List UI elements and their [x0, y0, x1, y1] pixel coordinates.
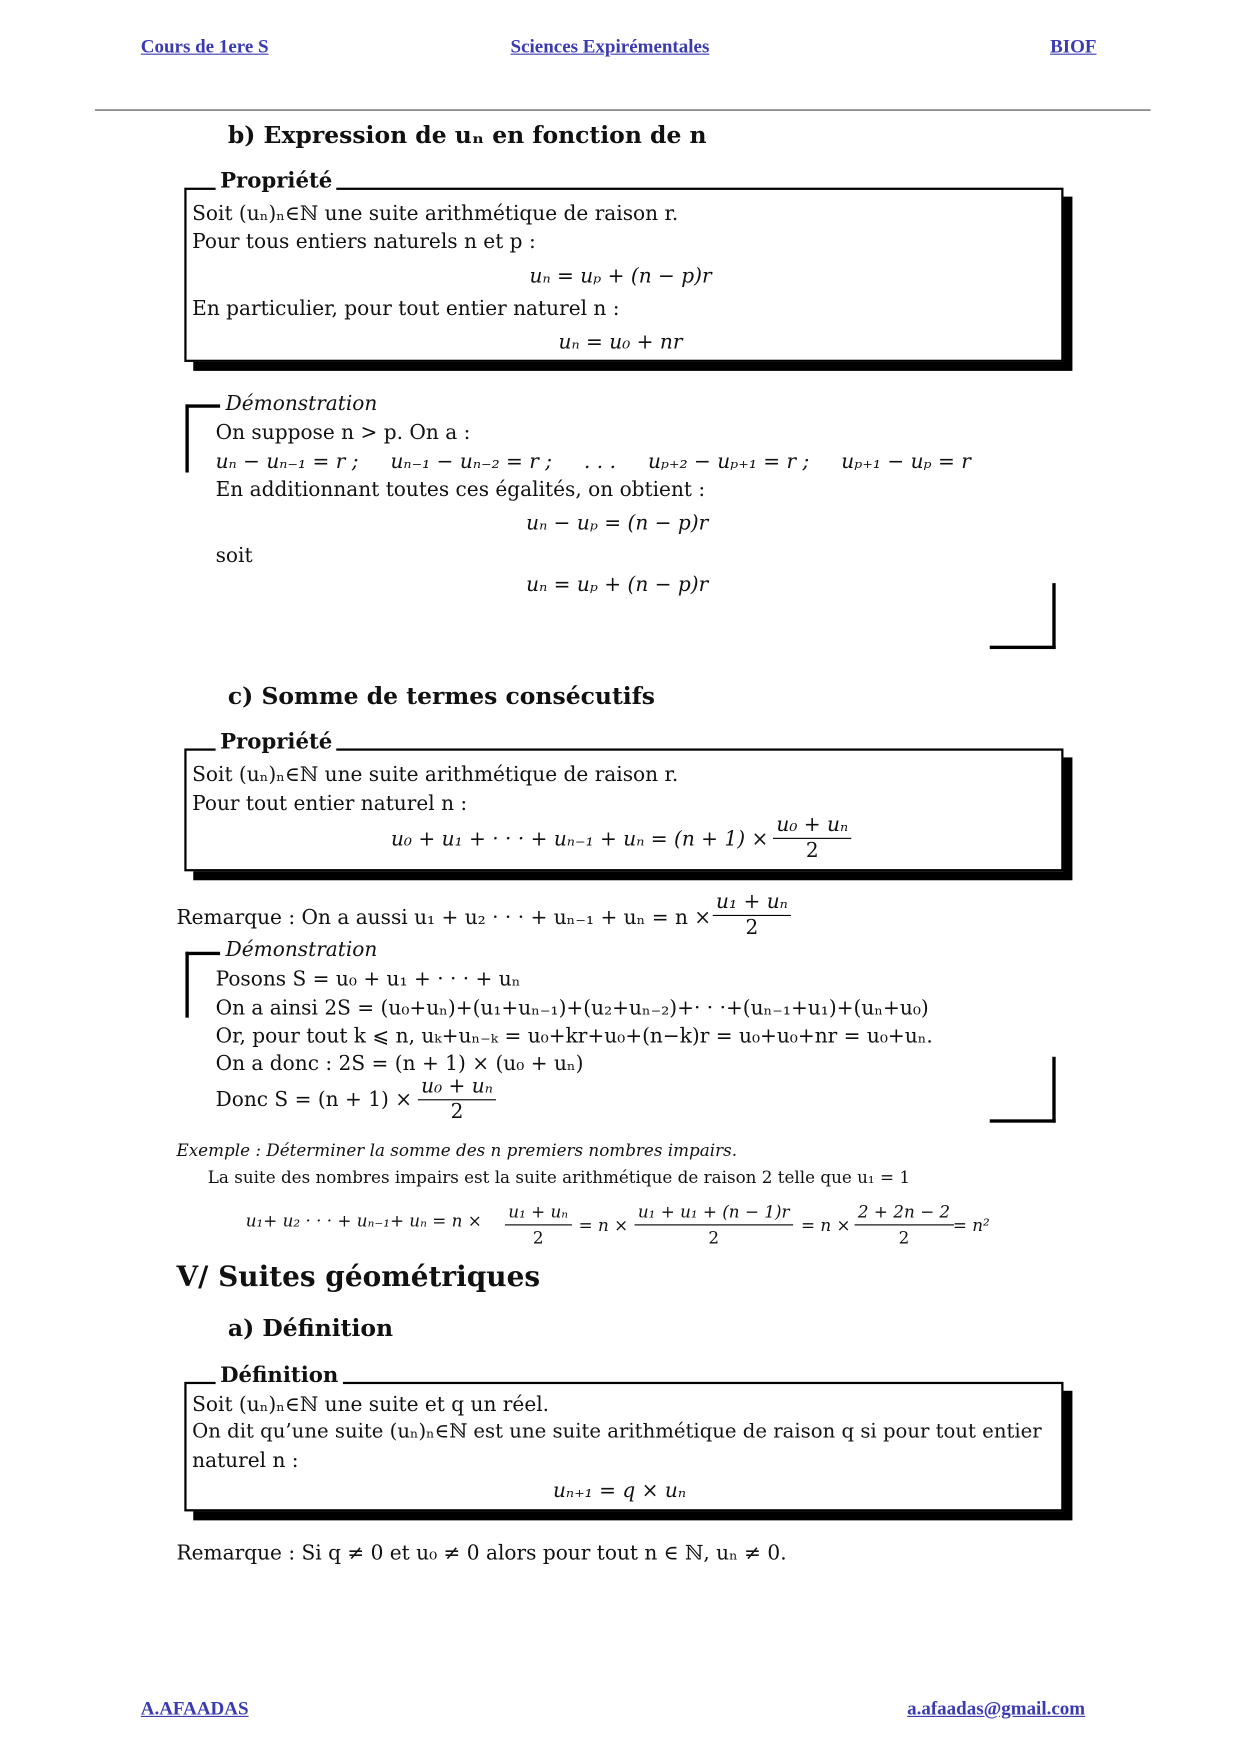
text-line: naturel n : — [192, 1448, 299, 1473]
text-line: Soit (uₙ)ₙ∈ℕ une suite et q un réel. — [192, 1393, 550, 1417]
example-title: Exemple : Déterminer la somme des n premiers nombres impairs. — [176, 1140, 738, 1161]
demo-bracket-close — [990, 583, 1056, 649]
fraction — [855, 1200, 954, 1250]
fraction — [635, 1200, 793, 1250]
fraction — [713, 890, 791, 940]
header-course-link[interactable]: Cours de 1ere S — [140, 35, 269, 57]
denominator: 2 — [532, 1227, 544, 1248]
demo-label: Démonstration — [225, 938, 378, 962]
text-line: Posons S = u₀ + u₁ + · · · + uₙ — [215, 967, 521, 991]
property-label: Propriété — [216, 169, 337, 194]
section-c-heading: c) Somme de termes consécutifs — [227, 681, 656, 710]
text-line: Soit (uₙ)ₙ∈ℕ une suite arithmétique de raison r. — [192, 202, 679, 226]
remark: Remarque : On a aussi u₁ + u₂ · · · + uₙ₋₁ + uₙ = n × — [176, 905, 712, 930]
property-label: Propriété — [216, 729, 337, 754]
remark: Remarque : Si q ≠ 0 et u₀ ≠ 0 alors pour tout n ∈ ℕ, uₙ ≠ 0. — [176, 1541, 787, 1566]
section-v-heading: V/ Suites géométriques — [176, 1260, 541, 1293]
demo-bracket-close — [990, 1057, 1056, 1123]
text-line: En particulier, pour tout entier naturel n : — [192, 297, 620, 321]
numerator: 2 + 2n − 2 — [855, 1200, 954, 1226]
denominator: 2 — [450, 1100, 464, 1124]
formula: = n × — [578, 1215, 629, 1236]
formula: uₙ = uₚ + (n − p)r — [529, 264, 712, 289]
numerator: u₀ + uₙ — [773, 813, 851, 839]
formula: uₙ = u₀ + nr — [558, 330, 683, 355]
text-line: Donc S = (n + 1) × — [215, 1088, 413, 1112]
formula: uₙ − uₙ₋₁ = r ; uₙ₋₁ − uₙ₋₂ = r ; . . . uₚ₊₂ − uₚ₊₁ = r ; uₚ₊₁ − uₚ = r — [215, 450, 971, 474]
text-line: La suite des nombres impairs est la suite arithmétique de raison 2 telle que u₁ = 1 — [207, 1167, 911, 1188]
header-biof-link[interactable]: BIOF — [1050, 35, 1097, 57]
formula: = n × — [800, 1215, 851, 1236]
fraction — [773, 813, 851, 863]
text-line: Pour tout entier naturel n : — [192, 792, 468, 816]
formula: uₙ = uₚ + (n − p)r — [526, 573, 709, 597]
footer-author-link[interactable]: A.AFAADAS — [140, 1697, 249, 1720]
text-line: Pour tous entiers naturels n et p : — [192, 230, 536, 254]
denominator: 2 — [805, 838, 819, 863]
definition-label: Définition — [216, 1363, 343, 1388]
numerator: u₁ + uₙ — [713, 890, 791, 916]
fraction — [418, 1075, 496, 1125]
numerator: u₀ + uₙ — [418, 1075, 496, 1101]
numerator: u₁ + uₙ — [505, 1200, 572, 1226]
formula: = n² — [952, 1215, 990, 1236]
text-line: On dit qu’une suite (uₙ)ₙ∈ℕ est une suite arithmétique de raison q si pour tout entier — [192, 1420, 1042, 1444]
fraction — [505, 1200, 572, 1250]
demo-label: Démonstration — [225, 392, 378, 416]
footer-email-link[interactable]: a.afaadas@gmail.com — [907, 1697, 1086, 1720]
header-section-link[interactable]: Sciences Expirémentales — [510, 35, 710, 57]
text-line: Or, pour tout k ⩽ n, uₖ+uₙ₋ₖ = u₀+kr+u₀+(n−k)r = u₀+u₀+nr = u₀+uₙ. — [215, 1024, 933, 1048]
formula: uₙ − uₚ = (n − p)r — [526, 511, 709, 536]
section-b-heading: b) Expression de uₙ en fonction de n — [227, 120, 707, 149]
formula: u₁+ u₂ · · · + uₙ₋₁+ uₙ = n × — [245, 1210, 482, 1232]
formula: uₙ₊₁ = q × uₙ — [552, 1479, 686, 1503]
text-line: Soit (uₙ)ₙ∈ℕ une suite arithmétique de raison r. — [192, 762, 679, 787]
formula: u₀ + u₁ + · · · + uₙ₋₁ + uₙ = (n + 1) × — [390, 827, 769, 852]
text-line: En additionnant toutes ces égalités, on obtient : — [215, 478, 706, 502]
text-line: On suppose n > p. On a : — [215, 421, 471, 445]
denominator: 2 — [708, 1227, 720, 1248]
text-line: soit — [215, 544, 253, 568]
text-line: On a donc : 2S = (n + 1) × (u₀ + uₙ) — [215, 1052, 584, 1076]
numerator: u₁ + u₁ + (n − 1)r — [635, 1200, 793, 1226]
header-rule — [95, 109, 1151, 110]
text-line: On a ainsi 2S = (u₀+uₙ)+(u₁+uₙ₋₁)+(u₂+uₙ₋₂)+· · ·+(uₙ₋₁+u₁)+(uₙ+u₀) — [215, 996, 929, 1020]
subsection-definition-heading: a) Définition — [227, 1313, 394, 1342]
denominator: 2 — [898, 1227, 910, 1248]
denominator: 2 — [745, 916, 759, 940]
